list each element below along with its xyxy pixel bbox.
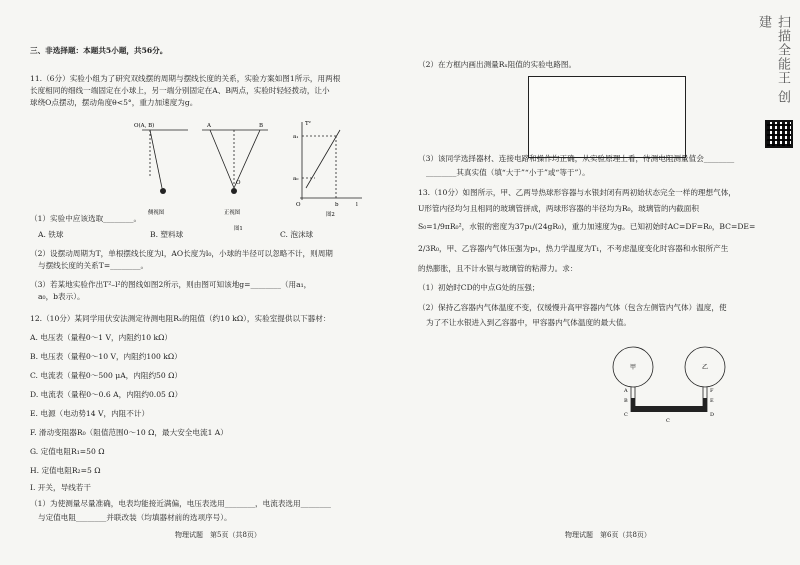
label-fig1: 图1: [234, 226, 243, 232]
q13-line-2: U形管内径均匀且相同的玻璃管拼成，两球形容器的半径均为R₀，玻璃管的内截面积: [418, 204, 699, 213]
q11-part3-line-1: （3）若某地实验作出T²–l²的图线如图2所示，则由图可知该地g=________（用a₁，: [30, 280, 312, 289]
label-side-view: 侧视图: [148, 210, 165, 216]
label-jia: 甲: [630, 364, 637, 371]
label-tube-f: F: [710, 388, 714, 394]
q13-line-4: 2/3R₀，甲、乙容器内气体压强为p₁，热力学温度为T₁，不考虑温度变化时容器和水银所产生: [418, 244, 729, 253]
q12-item-c: C. 电流表（量程0～500 μA，内阻约50 Ω）: [30, 371, 183, 380]
right-page-footer: 物理试题 第6页（共8页）: [565, 531, 651, 539]
left-page-footer: 物理试题 第5页（共8页）: [175, 531, 261, 539]
label-tube-e: E: [710, 398, 714, 404]
q12-item-e: E. 电源（电动势14 V，内阻不计）: [30, 409, 150, 418]
q11-part1: （1）实验中应该选取________。: [30, 214, 142, 223]
label-a1: a₁: [293, 134, 299, 140]
label-origin: O: [296, 202, 301, 208]
q12-item-f: F. 滑动变阻器R₀（阻值范围0～10 Ω，最大安全电流1 A）: [30, 428, 228, 437]
qr-code-icon: [765, 120, 793, 148]
q11-part3-line-2: a₀，b表示）。: [38, 292, 85, 301]
q12-item-d: D. 电流表（量程0～0.6 A，内阻约0.05 Ω）: [30, 390, 183, 399]
q13-part2-line-2: 为了不让水银进入到乙容器中，甲容器内气体温度的最大值。: [426, 318, 632, 327]
q12-item-a: A. 电压表（量程0～1 V，内阻约10 kΩ）: [30, 333, 172, 342]
q12-item-h: H. 定值电阻R₂=5 Ω: [30, 466, 101, 475]
label-tube-a: A: [624, 388, 628, 394]
scanner-watermark: 扫描全能王 创建: [756, 15, 790, 105]
label-tube-g: C: [666, 418, 670, 424]
label-t2: T²: [305, 121, 311, 127]
q13-part2-line-1: （2）保持乙容器内气体温度不变，仅缓慢升高甲容器内气体（包含左侧管内气体）温度，使: [418, 303, 727, 312]
t2-l2-graph: [293, 120, 362, 218]
q11-option-b: B. 塑料球: [150, 230, 184, 239]
q11-part2-line-1: （2）设摆动周期为T，单根摆线长度为l，AO长度为l₀，小球的半径可以忽略不计，则周期: [30, 249, 333, 258]
q13-line-5: 的热膨胀，且不计水银与玻璃管的粘滞力。求：: [418, 264, 578, 273]
q12-part1-line-2: 与定值电阻________并联改装（均填器材前的选项序号）。: [38, 513, 232, 522]
label-b-axis: b: [335, 202, 339, 208]
u-tube-diagram: [598, 342, 738, 426]
circuit-answer-box: [528, 76, 686, 158]
q12-item-i: I. 开关，导线若干: [30, 483, 91, 492]
q12-item-b: B. 电压表（量程0～10 V，内阻约100 kΩ）: [30, 352, 182, 361]
label-b: B: [259, 123, 264, 129]
q11-figures: [130, 118, 370, 232]
label-o-a-b: O(A, B): [134, 123, 155, 129]
label-a: A: [207, 123, 211, 129]
label-front-view: 正视图: [224, 210, 241, 216]
label-tube-d: D: [710, 412, 715, 418]
q12-part3-line-1: （3）该同学选择器材、连接电路和操作均正确，从实验原理上看，待测电阻测量值会________: [418, 154, 735, 163]
q12-intro: 12.（10分）某同学用伏安法测定待测电阻Rₓ的阻值（约10 kΩ），实验室提供以下器材：: [30, 314, 331, 323]
q12-part1-line-1: （1）为使测量尽量准确，电表均能接近满偏，电压表选用________，电流表选用________: [30, 499, 331, 508]
q13-line-1: 13.（10分）如图所示，甲、乙两导热球形容器与水银封闭有两初始状态完全一样的理想气体，: [418, 188, 736, 197]
q11-option-a: A. 铁球: [38, 230, 64, 239]
label-tube-c: C: [624, 412, 628, 418]
label-a0: a₀: [293, 176, 299, 182]
q11-part2-line-2: 与摆线长度的关系T=________。: [38, 261, 149, 270]
label-tube-b: B: [624, 398, 628, 404]
label-o: O: [236, 180, 241, 186]
q13-line-3: S₀=1/9πR₀²，水银的密度为37p₁/(24gR₀)，重力加速度为g。已知初始时AC=DF=R₀，BC=DE=: [418, 222, 756, 231]
q12-part2: （2）在方框内画出测量Rₓ阻值的实验电路图。: [418, 60, 577, 69]
q13-part1: （1）初始时CD的中点G处的压强；: [418, 283, 540, 292]
q11-line-2: 长度相同的细线一端固定在小球上，另一端分别固定在A、B两点，实验时轻轻拨动，让小: [30, 86, 330, 95]
label-fig2: 图2: [326, 212, 335, 218]
q12-item-g: G. 定值电阻R₁=50 Ω: [30, 447, 105, 456]
side-view-diagram: [134, 122, 188, 216]
q11-option-c: C. 泡沫球: [280, 230, 314, 239]
label-l-axis: l: [356, 202, 358, 208]
q11-line-1: 11.（6分）实验小组为了研究双线摆的周期与摆线长度的关系，实验方案如图1所示，用两根: [30, 74, 341, 83]
label-yi: 乙: [702, 364, 709, 371]
section-header: 三、非选择题：本题共5小题，共56分。: [30, 46, 168, 55]
q11-line-3: 球绕O点摆动，摆动角度θ<5°，重力加速度为g。: [30, 98, 198, 107]
front-view-diagram: [202, 123, 268, 232]
q12-part3-line-2: ________其真实值（填“大于”“小于”或“等于”）。: [426, 168, 590, 177]
